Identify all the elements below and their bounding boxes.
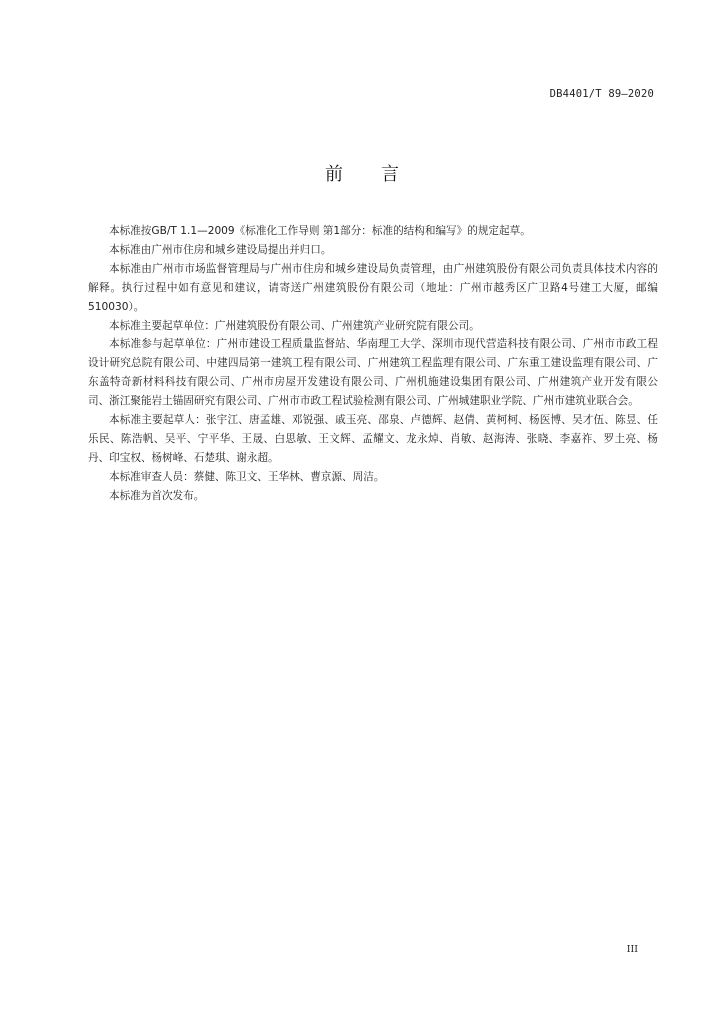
paragraph-first-release: 本标准为首次发布。 [109,489,205,502]
paragraph-main-drafting-units: 本标准主要起草单位：广州建筑股份有限公司、广州建筑产业研究院有限公司。 [109,319,480,332]
standard-code: DB4401/T 89—2020 [549,88,654,100]
paragraph-main-drafters: 本标准主要起草人：张宇江、唐孟雄、邓锐强、戚玉亮、邵泉、卢德辉、赵倩、黄柯柯、杨医博、吴才伍、陈昱、任乐民、陈浩帆、吴平、宁平华、王晟、白思敏、王文辉、孟耀文、龙永焯、肖敏、赵海涛、张晓、李嘉祚、罗土亮、杨丹、印宝权、杨树峰、石楚琪、谢永超。 [88,414,658,464]
paragraph-proposer: 本标准由广州市住房和城乡建设局提出并归口。 [109,243,332,256]
foreword-body [88,222,658,506]
page-title: 前言 [325,164,437,185]
paragraph-drafting-rules: 本标准按GB/T 1.1—2009《标准化工作导则 第1部分：标准的结构和编写》的规定起草。 [109,225,531,237]
paragraph-management: 本标准由广州市市场监督管理局与广州市住房和城乡建设局负责管理，由广州建筑股份有限公司负责具体技术内容的解释。执行过程中如有意见和建议，请寄送广州建筑股份有限公司（地址：广州市越秀区广卫路4号建工大厦，邮编510030）。 [88,262,658,313]
page-number: III [626,944,638,955]
paragraph-reviewers: 本标准审查人员：蔡健、陈卫文、王华林、曹京源、周洁。 [109,470,385,483]
paragraph-participating-units: 本标准参与起草单位：广州市建设工程质量监督站、华南理工大学、深圳市现代营造科技有限公司、广州市市政工程设计研究总院有限公司、中建四局第一建筑工程有限公司、广州建筑工程监理有限公司、广东重工建设监理有限公司、广东盖特奇新材料科技有限公司、广州市房屋开发建设有限公司、广州机施建设集团有限公司、广州建筑产业开发有限公司、浙江聚能岩土锚固研究有限公司、广州市市政工程试验检测有限公司、广州城建职业学院、广州市建筑业联合会。 [88,338,658,408]
